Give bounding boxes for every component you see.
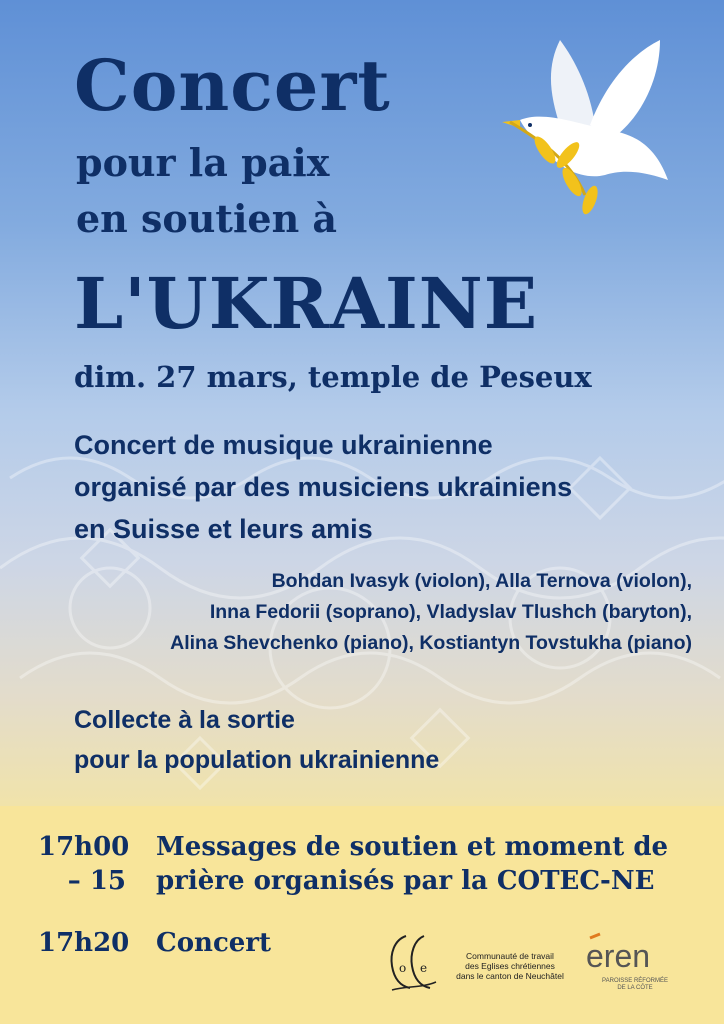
svg-text:o: o [399,961,407,975]
cotec-caption-line: Communauté de travail [466,951,554,961]
cotec-caption-line: des Eglises chrétiennes [465,961,555,971]
collecte-line: pour la population ukrainienne [74,746,440,774]
musicians-line: Inna Fedorii (soprano), Vladyslav Tlushch (baryton), [209,601,692,623]
description-line: en Suisse et leurs amis [74,514,373,544]
date-place: dim. 27 mars, temple de Peseux [74,360,592,394]
eren-caption [600,978,670,992]
title-line-2: pour la paix [76,140,330,185]
schedule-time-1: 17h00 [38,832,130,862]
svg-text:e: e [420,961,428,975]
description-line: Concert de musique ukrainienne [74,430,493,460]
collecte-line: Collecte à la sortie [74,706,295,734]
schedule-text-2: Concert [156,928,272,958]
dove-with-olive-branch-icon [490,30,670,215]
musicians-list [52,566,692,659]
title-concert: Concert [74,44,391,127]
musicians-line: Alina Shevchenko (piano), Kostiantyn Tovstukha (piano) [170,632,692,654]
title-line-3: en soutien à [76,196,338,241]
schedule-time-1-end: – 15 [67,866,126,896]
eren-caption-line: PAROISSE RÉFORMÉE [602,978,668,984]
cotec-logo-icon [386,930,442,994]
schedule-text-1-line2: prière organisés par la COTEC-NE [156,866,655,896]
musicians-line: Bohdan Ivasyk (violon), Alla Ternova (violon), [271,570,692,592]
schedule-text-1: Messages de soutien et moment de [156,832,669,862]
eren-logo-word: eren [586,938,651,974]
description [74,424,714,550]
cotec-caption [440,951,580,981]
description-line: organisé par des musiciens ukrainiens [74,472,573,502]
collecte-note [74,700,714,780]
title-country: L'UKRAINE [74,262,539,345]
schedule-time-2: 17h20 [38,928,130,958]
eren-caption-line: DE LA CÔTE [617,985,653,991]
cotec-caption-line: dans le canton de Neuchâtel [456,971,564,981]
